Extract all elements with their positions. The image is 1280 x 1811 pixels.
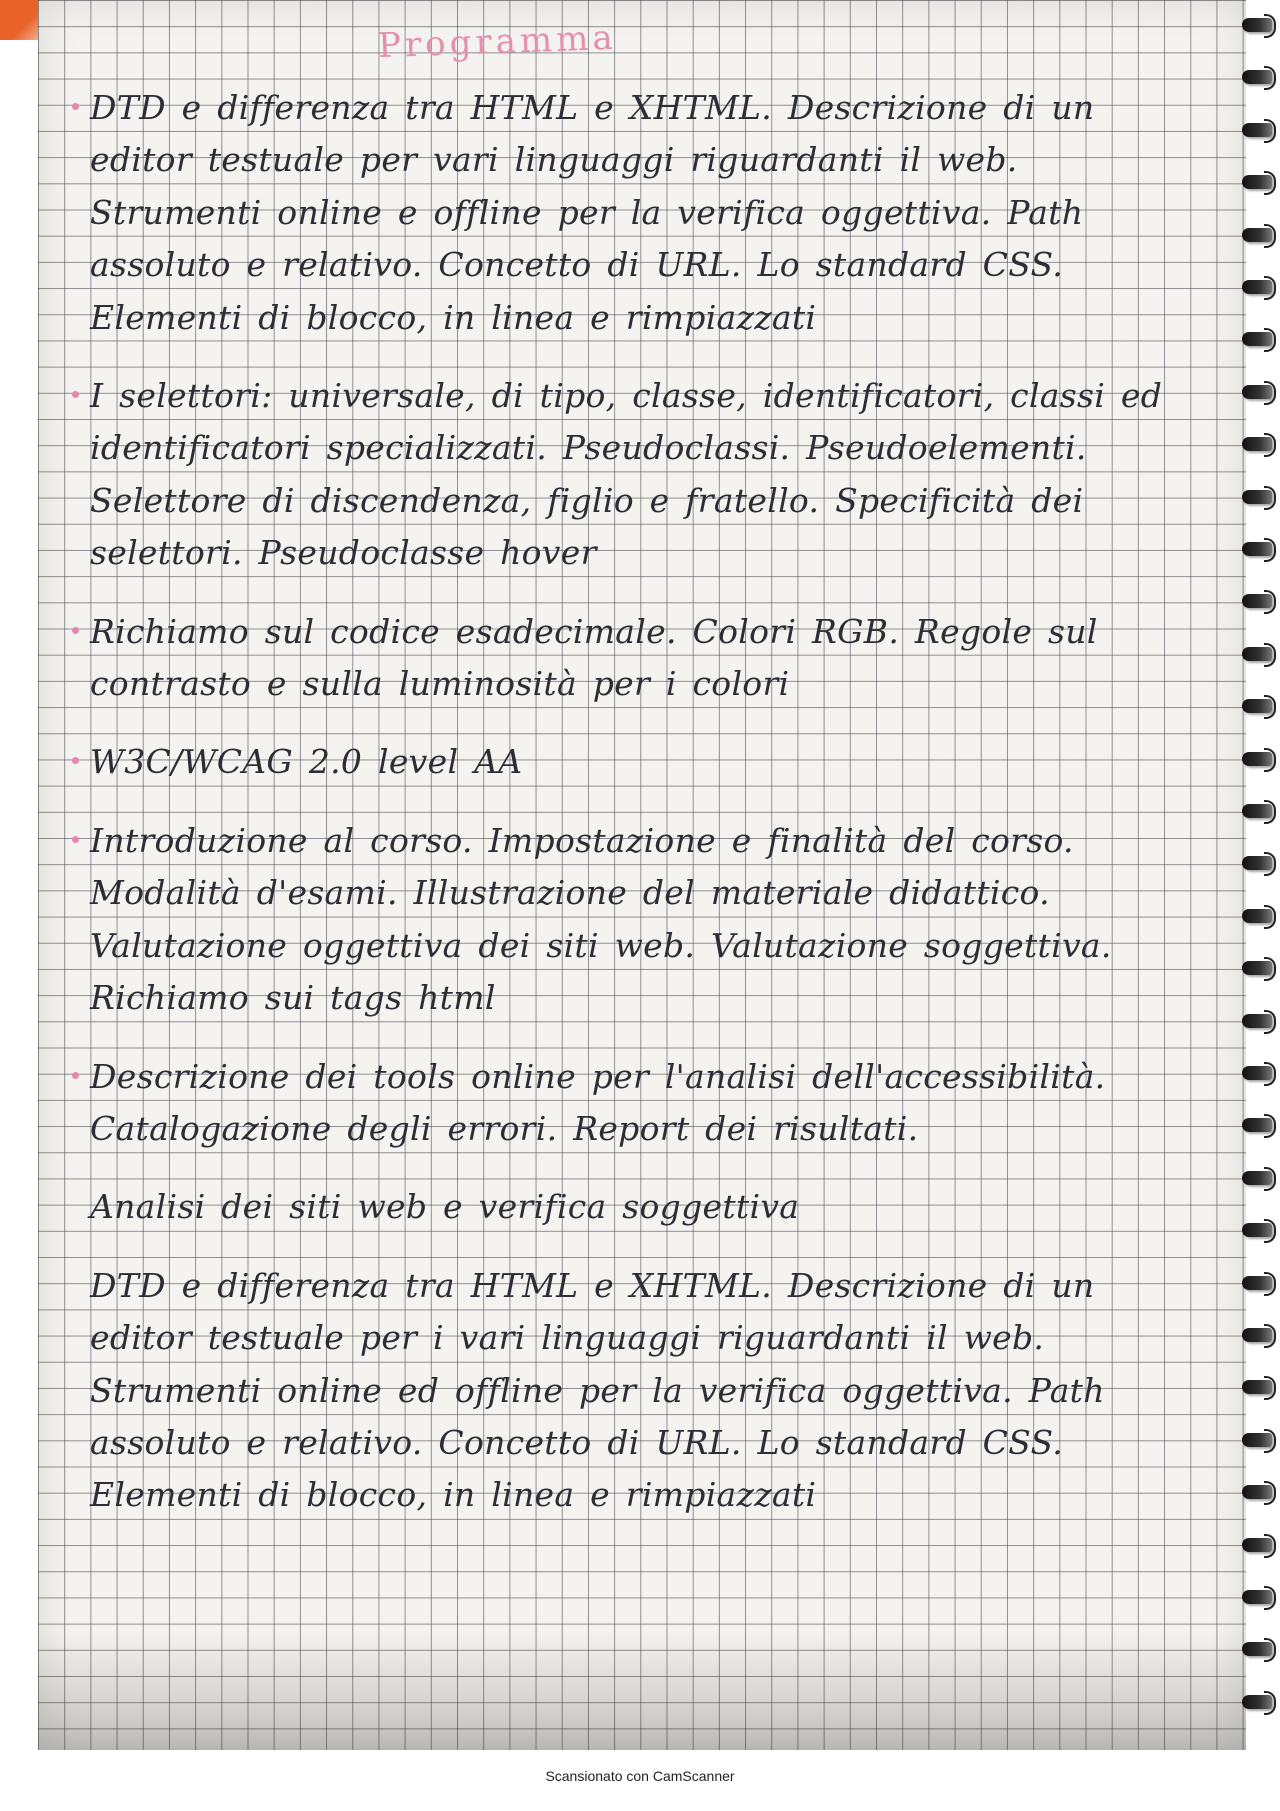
note-text: Introduzione al corso. Impostazione e finalità del corso. Modalità d'esami. Illustrazione del materiale didattico. Valutazione oggettiva dei siti web. Valutazione soggettiva. Richiamo sui tags html — [90, 820, 1112, 1018]
note-text: Analisi dei siti web e verifica soggettiva — [90, 1187, 800, 1227]
spiral-ring-hook — [1264, 171, 1276, 195]
spiral-ring-hook — [1264, 433, 1276, 457]
spiral-ring-hook — [1264, 381, 1276, 405]
note-text: DTD e differenza tra HTML e XHTML. Descrizione di un editor testuale per vari linguaggi riguardanti il web. Strumenti online e offline per la verifica oggettiva. Path assoluto e relativo. Concetto di URL. Lo standard CSS. Elementi di blocco, in linea e rimpiazzati — [90, 88, 1095, 337]
spiral-ring-hook — [1264, 486, 1276, 510]
bullet-dot-icon — [72, 1072, 79, 1079]
bullet-dot-icon — [72, 836, 79, 843]
spiral-ring-hook — [1264, 1691, 1276, 1715]
note-text: DTD e differenza tra HTML e XHTML. Descrizione di un editor testuale per i vari linguaggi riguardanti il web. Strumenti online ed offline per la verifica oggettiva. Path assoluto e relativo. Concetto di URL. Lo standard CSS. Elementi di blocco, in linea e rimpiazzati — [90, 1265, 1105, 1515]
bullet-dot-icon — [72, 757, 79, 764]
handwritten-notes — [90, 82, 1200, 1522]
spiral-ring-hook — [1264, 1376, 1276, 1400]
spiral-ring-hook — [1264, 119, 1276, 143]
spiral-ring-hook — [1264, 748, 1276, 772]
note-text: Descrizione dei tools online per l'analisi dell'accessibilità. Catalogazione degli errori. Report dei risultati. — [90, 1056, 1106, 1148]
spiral-ring-hook — [1264, 224, 1276, 248]
note-paragraph — [90, 1051, 1200, 1156]
spiral-ring-hook — [1264, 276, 1276, 300]
note-paragraph — [90, 1181, 1200, 1233]
spiral-ring-hook — [1264, 1272, 1276, 1296]
spiral-ring-hook — [1264, 1167, 1276, 1191]
spiral-ring-hook — [1264, 590, 1276, 614]
note-paragraph — [90, 1260, 1200, 1522]
note-text: Richiamo sul codice esadecimale. Colori RGB. Regole sul contrasto e sulla luminosità per i colori — [90, 611, 1098, 704]
spiral-ring-hook — [1264, 1219, 1276, 1243]
page-heading: Programma — [377, 17, 618, 67]
spiral-ring-hook — [1264, 1534, 1276, 1558]
spiral-binding — [1226, 10, 1276, 1750]
note-paragraph — [90, 815, 1200, 1025]
note-paragraph — [90, 736, 1200, 788]
note-paragraph — [90, 82, 1200, 344]
note-text: I selettori: universale, di tipo, classe, identificatori, classi ed identificatori specializzati. Pseudoclassi. Pseudoelementi. Selettore di discendenza, figlio e fratello. Specificità dei selettori. Pseudoclasse hover — [90, 376, 1163, 573]
spiral-ring-hook — [1264, 14, 1276, 38]
spiral-ring-hook — [1264, 1010, 1276, 1034]
spiral-ring-hook — [1264, 1114, 1276, 1138]
spiral-ring-hook — [1264, 643, 1276, 667]
bullet-dot-icon — [72, 103, 79, 110]
spiral-ring-hook — [1264, 800, 1276, 824]
notebook-sheet — [38, 0, 1246, 1750]
spiral-ring-hook — [1264, 852, 1276, 876]
sheet-bottom-shadow — [38, 1630, 1246, 1750]
spiral-ring-hook — [1264, 1586, 1276, 1610]
spiral-ring-hook — [1264, 905, 1276, 929]
spiral-ring-hook — [1264, 1324, 1276, 1348]
note-paragraph — [90, 370, 1200, 580]
spiral-ring-hook — [1264, 1638, 1276, 1662]
spiral-ring-hook — [1264, 957, 1276, 981]
bullet-dot-icon — [72, 627, 79, 634]
bullet-dot-icon — [72, 391, 79, 398]
spiral-ring-hook — [1264, 328, 1276, 352]
spiral-ring-hook — [1264, 1429, 1276, 1453]
spiral-ring-hook — [1264, 538, 1276, 562]
spiral-ring-hook — [1264, 1062, 1276, 1086]
spiral-ring-hook — [1264, 695, 1276, 719]
note-paragraph — [90, 606, 1200, 711]
note-text: W3C/WCAG 2.0 level AA — [90, 742, 523, 782]
scanner-watermark: Scansionato con CamScanner — [545, 1768, 735, 1784]
spiral-ring-hook — [1264, 1481, 1276, 1505]
spiral-ring-hook — [1264, 66, 1276, 90]
